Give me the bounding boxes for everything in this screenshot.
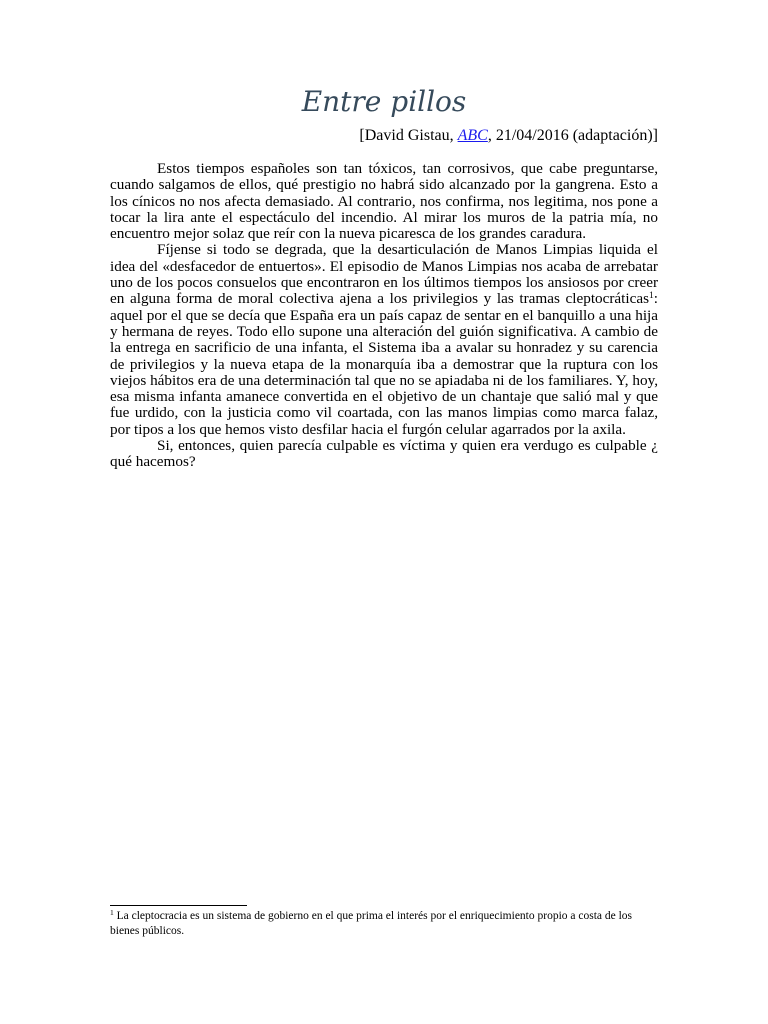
footnote-text: La cleptocracia es un sistema de gobierno en el que prima el interés por el enriquecimiento propio a costa de los bienes públicos. — [110, 910, 633, 937]
paragraph-1: Estos tiempos españoles son tan tóxicos, tan corrosivos, que cabe preguntarse, cuando salgamos de ellos, qué prestigio no habrá sido alcanzado por la gangrena. Esto a los cínicos no nos afecta demasiado. Al contrario, nos confirma, nos legitima, nos pone a tocar la lira ante el espectáculo del incendio. Al mirar los muros de la patria mía, no encuentro mejor solaz que reír con la nueva picaresca de los grandes caradura. — [110, 160, 658, 243]
byline-author: [David Gistau, — [359, 127, 458, 144]
paragraph-3: Si, entonces, quien parecía culpable es víctima y quien era verdugo es culpable ¿ qué hacemos? — [110, 437, 658, 471]
paragraph-2-text-after-note: : aquel por el que se decía que España era un país capaz de sentar en el banquillo a una hija y hermana de reyes. Todo ello supone una alteración del guión significativa. A cambio de la entrega en sacrificio de una infanta, el Sistema iba a avalar su honradez y su carencia de privilegios y la nueva etapa de la monarquía iba a demostrar que la ruptura con los viejos hábitos era de una determinación tal que no se apiadaba ni de los familiares. Y, hoy, esa misma infanta amanece convertida en el objetivo de un chantaje que salió mal y que fue urdido, con la justicia como vil coartada, con las manos limpias como marca falaz, por tipos a los que hemos visto desfilar hacia el furgón celular agarrados por la axila. — [110, 290, 658, 438]
article-body — [110, 161, 658, 471]
article-title: Entre pillos — [301, 85, 467, 118]
paragraph-2-text-before-note: Fíjense si todo se degrada, que la desarticulación de Manos Limpias liquida el idea del «desfacedor de entuertos». El episodio de Manos Limpias nos acaba de arrebatar uno de los pocos consuelos que encontraron en los últimos tiempos los ansiosos por creer en alguna forma de moral colectiva ajena a los privilegios y las tramas cleptocráticas — [110, 241, 658, 308]
paragraph-2 — [110, 242, 658, 438]
footnote-reference[interactable]: 1 — [649, 291, 654, 302]
byline-date: , 21/04/2016 (adaptación)] — [487, 127, 658, 144]
byline-source-link[interactable]: ABC — [457, 127, 488, 144]
article-byline — [359, 126, 658, 146]
footnote-separator — [110, 905, 247, 906]
footnote — [110, 909, 658, 938]
footnote-mark: 1 — [110, 908, 114, 917]
